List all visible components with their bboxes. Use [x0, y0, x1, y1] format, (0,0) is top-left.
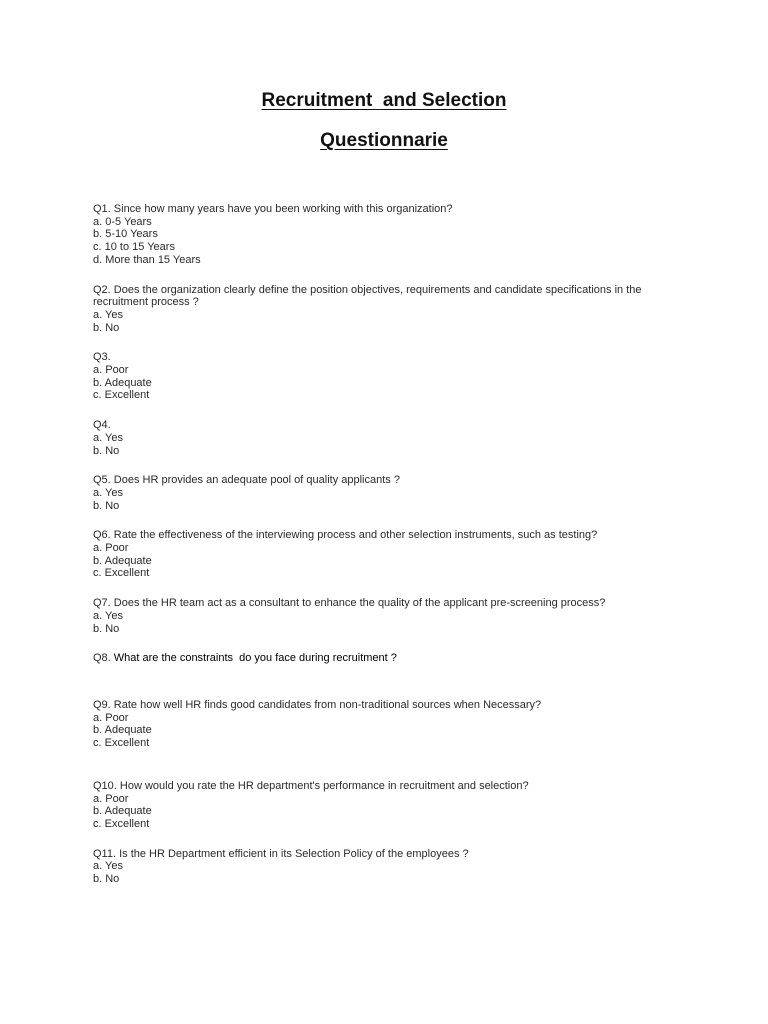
option: a. Yes	[93, 431, 123, 444]
option: a. Poor	[93, 542, 129, 555]
question-text: Q11. Is the HR Department efficient in its Selection Policy of the employees ?	[93, 847, 469, 860]
option: a. Yes	[93, 609, 123, 622]
question-text: Q1. Since how many years have you been working with this organization?	[93, 203, 453, 215]
option: a. Yes	[93, 860, 123, 873]
question-text: Q6. Rate the effectiveness of the interviewing process and other selection instruments, such as testing?	[93, 529, 598, 542]
question-text: Q7. Does the HR team act as a consultant to enhance the quality of the applicant pre-screening process?	[93, 597, 606, 610]
option: b. No	[93, 499, 120, 512]
question-2	[93, 284, 693, 335]
question-text: Q5. Does HR provides an adequate pool of quality applicants ?	[93, 474, 400, 487]
question-text: Q10. How would you rate the HR department's performance in recruitment and selection?	[93, 779, 529, 792]
option: c. 10 to 15 Years	[93, 241, 175, 254]
option: b. No	[93, 321, 120, 334]
option: b. 5-10 Years	[93, 228, 158, 241]
question-8	[93, 652, 693, 665]
option: c. Excellent	[93, 817, 150, 830]
option: b. Adequate	[93, 554, 152, 567]
question-9	[93, 699, 693, 750]
option: b. Adequate	[93, 724, 152, 737]
document-subtitle: Questionnarie	[320, 130, 448, 151]
question-number: Q8.	[93, 652, 111, 665]
question-4	[93, 419, 693, 457]
question-3	[93, 351, 693, 402]
question-7	[93, 597, 693, 635]
option: c. Excellent	[93, 567, 150, 580]
question-text: Q9. Rate how well HR finds good candidates from non-traditional sources when Necessary?	[93, 698, 542, 711]
option: c. Excellent	[93, 737, 150, 750]
questions-list	[93, 203, 693, 903]
question-text: Q3.	[93, 351, 111, 364]
option: b. No	[93, 622, 120, 635]
question-11	[93, 848, 693, 886]
question-6	[93, 529, 693, 580]
option: a. Poor	[93, 792, 129, 805]
question-text: Q4.	[93, 419, 111, 432]
option: a. 0-5 Years	[93, 215, 152, 228]
option: a. Yes	[93, 486, 123, 499]
document-title: Recruitment and Selection	[261, 90, 507, 111]
option: a. Poor	[93, 711, 129, 724]
question-5	[93, 474, 693, 512]
option: a. Poor	[93, 364, 129, 377]
question-body: What are the constraints do you face during recruitment ?	[110, 652, 397, 665]
option: b. Adequate	[93, 376, 152, 389]
question-10	[93, 780, 693, 831]
option: b. No	[93, 444, 120, 457]
option: b. Adequate	[93, 805, 152, 818]
option: b. No	[93, 873, 120, 886]
option: d. More than 15 Years	[93, 253, 201, 266]
question-text: Q2. Does the organization clearly define the position objectives, requirements and candidate specifications in the recruitment process ?	[93, 283, 645, 309]
question-text	[93, 652, 693, 665]
question-1	[93, 203, 693, 267]
option: c. Excellent	[93, 389, 150, 402]
option: a. Yes	[93, 308, 123, 321]
